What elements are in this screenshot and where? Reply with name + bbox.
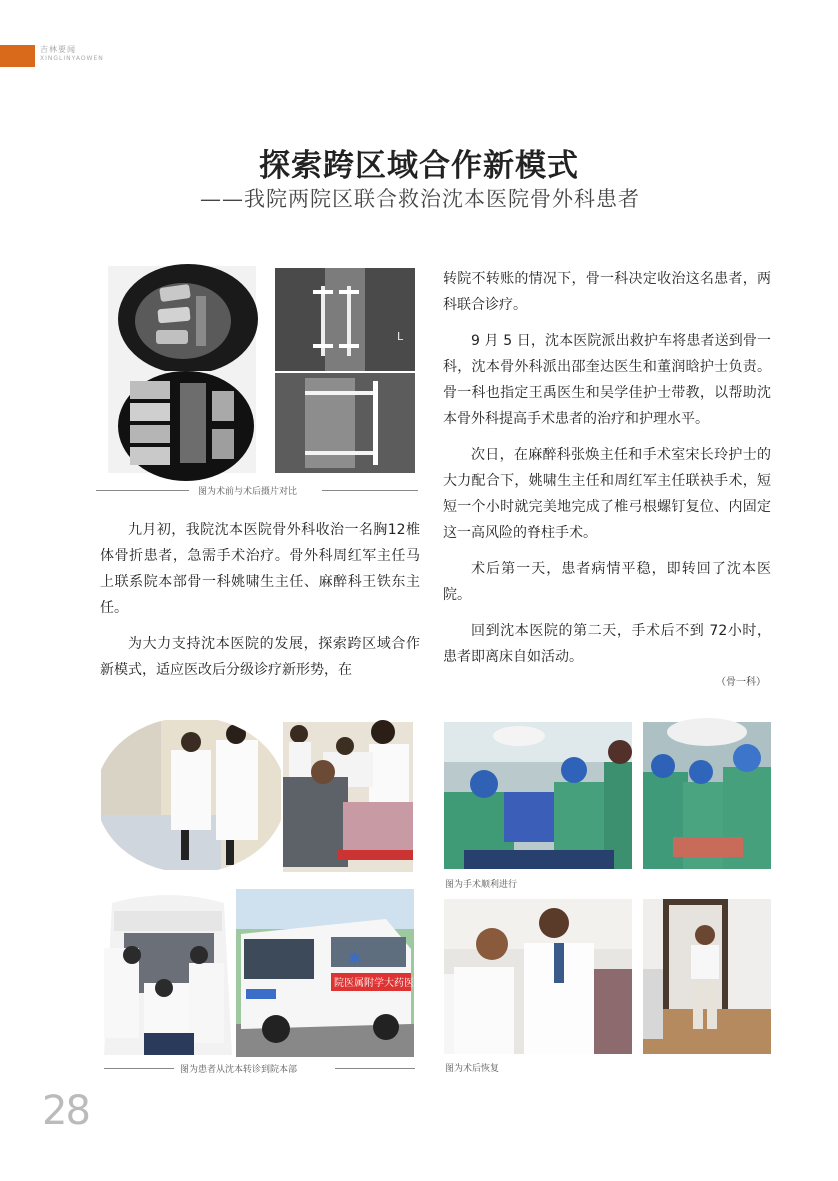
- xray-preop-lateral: [108, 266, 256, 371]
- paragraph: 回到沈本医院的第二天，手术后不到 72小时，患者即离床自如活动。: [443, 623, 771, 665]
- xray-postop-lateral: [275, 373, 415, 473]
- caption-xray: 图为术前与术后摄片对比: [198, 487, 298, 497]
- caption-recovery: 图为术后恢复: [445, 1064, 500, 1074]
- photo-ambulance-exterior: [236, 889, 444, 1057]
- caption-rule: [322, 490, 418, 491]
- caption-surgery: 图为手术顺利进行: [445, 880, 518, 890]
- caption-rule: [335, 1068, 415, 1069]
- photo-ward-doctors: [101, 720, 281, 870]
- paragraph: 9 月 5 日，沈本医院派出救护车将患者送到骨一科，沈本骨外科派出邵奎达医生和董润晗护士负责。骨一科也指定王禹医生和吴学佳护士带教，以帮助沈本骨外科提高手术患者的治疗和护理水平。: [443, 333, 771, 427]
- xray-preop-ct: [108, 371, 256, 473]
- photo-recovery-walking: [643, 899, 771, 1054]
- photo-patient-bed: [283, 722, 413, 872]
- article-title: 探索跨区域合作新模式: [259, 148, 579, 184]
- photo-surgery-1: [444, 722, 632, 869]
- article-column-left: [100, 517, 420, 683]
- author-signature: （骨一科）: [716, 677, 766, 688]
- caption-transfer: 图为患者从沈本转诊到院本部: [180, 1065, 298, 1075]
- page-number: 28: [42, 1088, 89, 1134]
- paragraph: 术后第一天，患者病情平稳，即转回了沈本医院。: [443, 561, 771, 603]
- section-name: 吉林要闻: [40, 45, 76, 54]
- svg-text:✱: ✱: [348, 949, 362, 968]
- ambulance-hospital-name: 院医属附学大药医中宁辽: [334, 978, 444, 989]
- paragraph: 次日，在麻醉科张焕主任和手术室宋长玲护士的大力配合下，姚啸生主任和周红军主任联袂手术，短短一个小时就完美地完成了椎弓根螺钉复位、内固定这一高风险的脊柱手术。: [443, 447, 771, 541]
- photo-recovery-doctor: [444, 899, 632, 1054]
- article-subtitle: ——我院两院区联合救治沈本医院骨外科患者: [200, 187, 640, 211]
- svg-text:L: L: [397, 330, 404, 343]
- paragraph: 九月初，我院沈本医院骨外科收治一名胸12椎体骨折患者，急需手术治疗。骨外科周红军主任马上联系院本部骨一科姚啸生主任、麻醉科王铁东主任。: [100, 522, 420, 616]
- caption-rule: [96, 490, 189, 491]
- article-column-right: [443, 266, 771, 670]
- caption-rule: [104, 1068, 174, 1069]
- xray-postop-ap: [275, 268, 415, 371]
- photo-ambulance-interior: [104, 893, 232, 1055]
- paragraph: 为大力支持沈本医院的发展，探索跨区域合作新模式，适应医改后分级诊疗新形势，在: [100, 636, 420, 678]
- paragraph: 转院不转账的情况下，骨一科决定收治这名患者，两科联合诊疗。: [443, 271, 771, 313]
- section-tab-marker: [0, 45, 35, 67]
- section-name-pinyin: XINGLINYAOWEN: [40, 55, 104, 62]
- photo-surgery-2: [643, 722, 771, 869]
